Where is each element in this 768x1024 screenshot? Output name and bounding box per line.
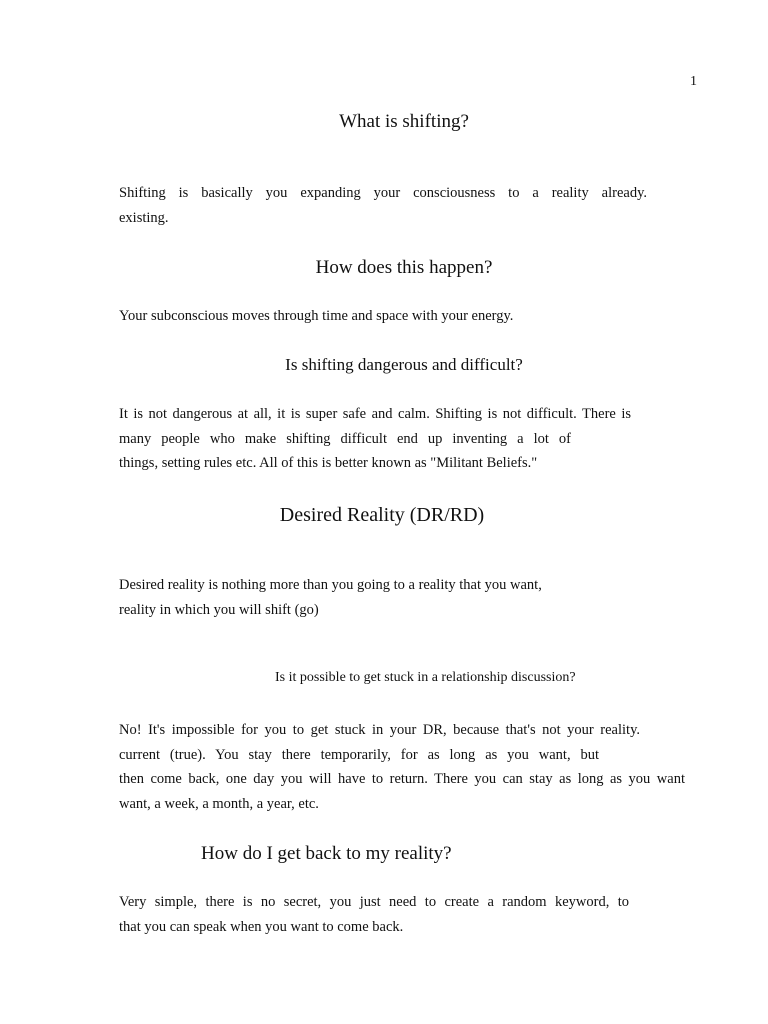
paragraph-line: Shifting is basically you expanding your consciousness to a reality already. (119, 185, 647, 201)
paragraph-line: then come back, one day you will have to return. There you can stay as long as you want (119, 771, 685, 787)
paragraph-is-shifting-dangerous (119, 402, 631, 476)
paragraph-line: It is not dangerous at all, it is super safe and calm. Shifting is not difficult. There is (119, 406, 631, 422)
heading-how-do-i-get-back: How do I get back to my reality? (201, 843, 452, 864)
heading-is-shifting-dangerous: Is shifting dangerous and difficult? (285, 355, 523, 374)
paragraph-what-is-shifting (119, 181, 647, 230)
heading-desired-reality: Desired Reality (DR/RD) (279, 504, 485, 526)
paragraph-line: existing. (119, 209, 169, 226)
paragraph-line: things, setting rules etc. All of this is better known as "Militant Beliefs." (119, 455, 538, 471)
paragraph-line: Your subconscious moves through time and space with your energy. (119, 308, 514, 324)
paragraph-line: No! It's impossible for you to get stuck in your DR, because that's not your reality. (119, 722, 640, 738)
paragraph-line: Very simple, there is no secret, you just need to create a random keyword, to (119, 894, 629, 910)
paragraph-line: reality in which you will shift (go) (119, 601, 319, 618)
heading-how-does-this-happen: How does this happen? (315, 257, 493, 278)
paragraph-line: current (true). You stay there temporarily, for as long as you want, but (119, 746, 599, 763)
paragraph-desired-reality (119, 573, 619, 622)
heading-what-is-shifting: What is shifting? (339, 111, 469, 132)
paragraph-how-do-i-get-back (119, 890, 629, 939)
paragraph-line: many people who make shifting difficult end up inventing a lot of (119, 430, 571, 447)
paragraph-get-stuck (119, 718, 685, 816)
page-number: 1 (690, 74, 697, 89)
paragraph-line: that you can speak when you want to come back. (119, 918, 404, 935)
heading-get-stuck: Is it possible to get stuck in a relationship discussion? (275, 670, 576, 685)
paragraph-line: want, a week, a month, a year, etc. (119, 795, 319, 812)
paragraph-how-does-this-happen (119, 304, 619, 329)
paragraph-line: Desired reality is nothing more than you going to a reality that you want, (119, 577, 542, 593)
